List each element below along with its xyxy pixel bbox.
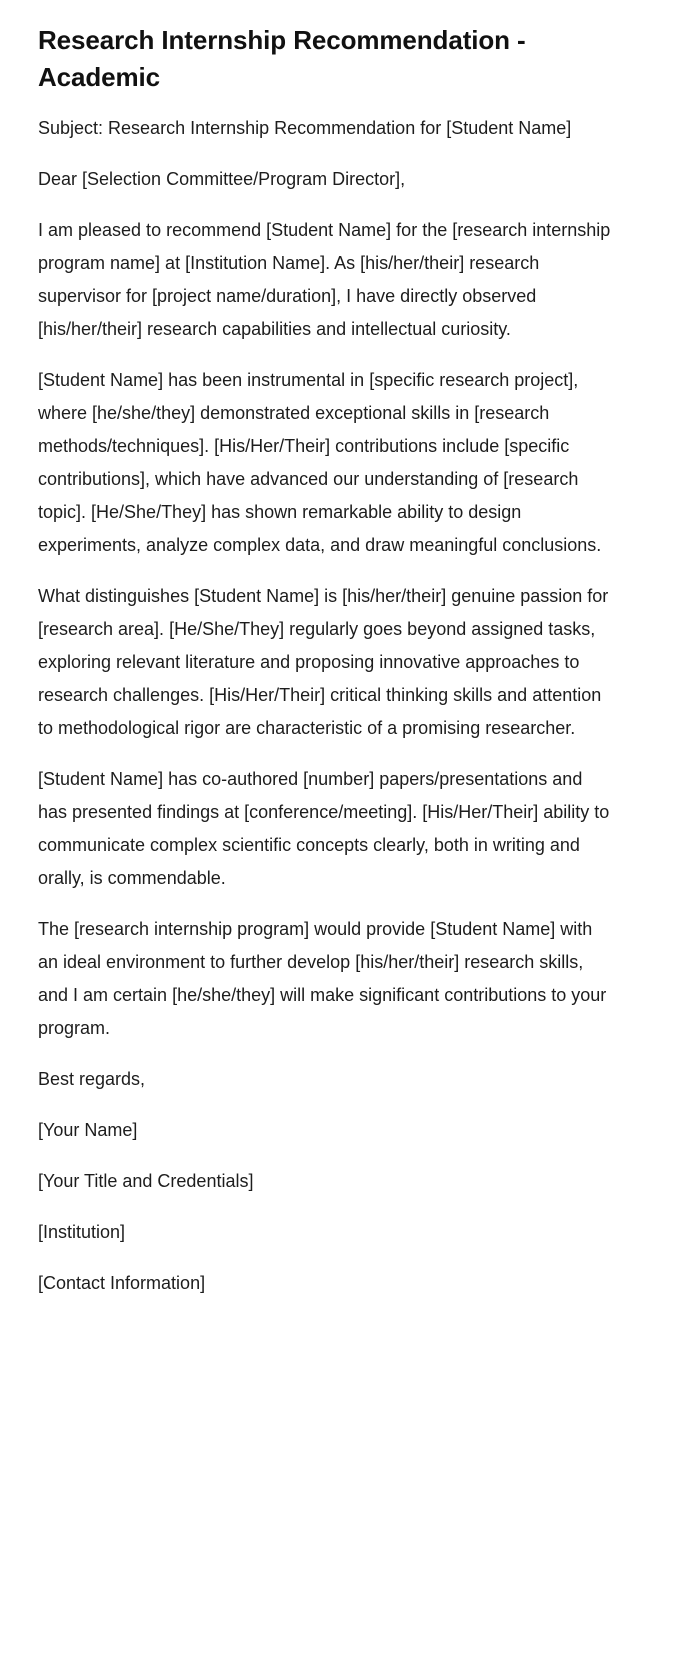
signature-contact: [Contact Information]	[38, 1272, 206, 1293]
salutation: Dear [Selection Committee/Program Director],	[38, 168, 406, 189]
closing-salutation: Best regards,	[38, 1068, 146, 1089]
body-paragraph-5: The [research internship program] would provide [Student Name] with an ideal environment to further develop [his/her/their] research skills, and I am certain [he/she/they] will make significant contributions to your program.	[38, 918, 607, 1038]
signature-name: [Your Name]	[38, 1119, 138, 1140]
body-paragraph-2: [Student Name] has been instrumental in [specific research project], where [he/she/they] demonstrated exceptional skills in [research methods/techniques]. [His/Her/Their] contributions include [specific contributions], which have advanced our understanding of [research topic]. [He/She/They] has shown remarkable ability to design experiments, analyze complex data, and draw meaningful conclusions.	[38, 369, 602, 555]
signature-institution: [Institution]	[38, 1221, 126, 1242]
body-paragraph-4: [Student Name] has co-authored [number] papers/presentations and has presented findings at [conference/meeting]. [His/Her/Their] ability to communicate complex scientific concepts clearly, both in writing and orally, is commendable.	[38, 768, 610, 888]
subject-line: Subject: Research Internship Recommendation for [Student Name]	[38, 117, 572, 138]
body-paragraph-1: I am pleased to recommend [Student Name] for the [research internship program name] at [Institution Name]. As [his/her/their] research supervisor for [project name/duration], I have directly observed [his/her/their] research capabilities and intellectual curiosity.	[38, 219, 611, 339]
signature-title: [Your Title and Credentials]	[38, 1170, 254, 1191]
page-title: Research Internship Recommendation - Academic	[38, 25, 526, 92]
body-paragraph-3: What distinguishes [Student Name] is [his/her/their] genuine passion for [research area]. [He/She/They] regularly goes beyond assigned tasks, exploring relevant literature and proposing innovative approaches to research challenges. [His/Her/Their] critical thinking skills and attention to methodological rigor are characteristic of a promising researcher.	[38, 585, 609, 738]
